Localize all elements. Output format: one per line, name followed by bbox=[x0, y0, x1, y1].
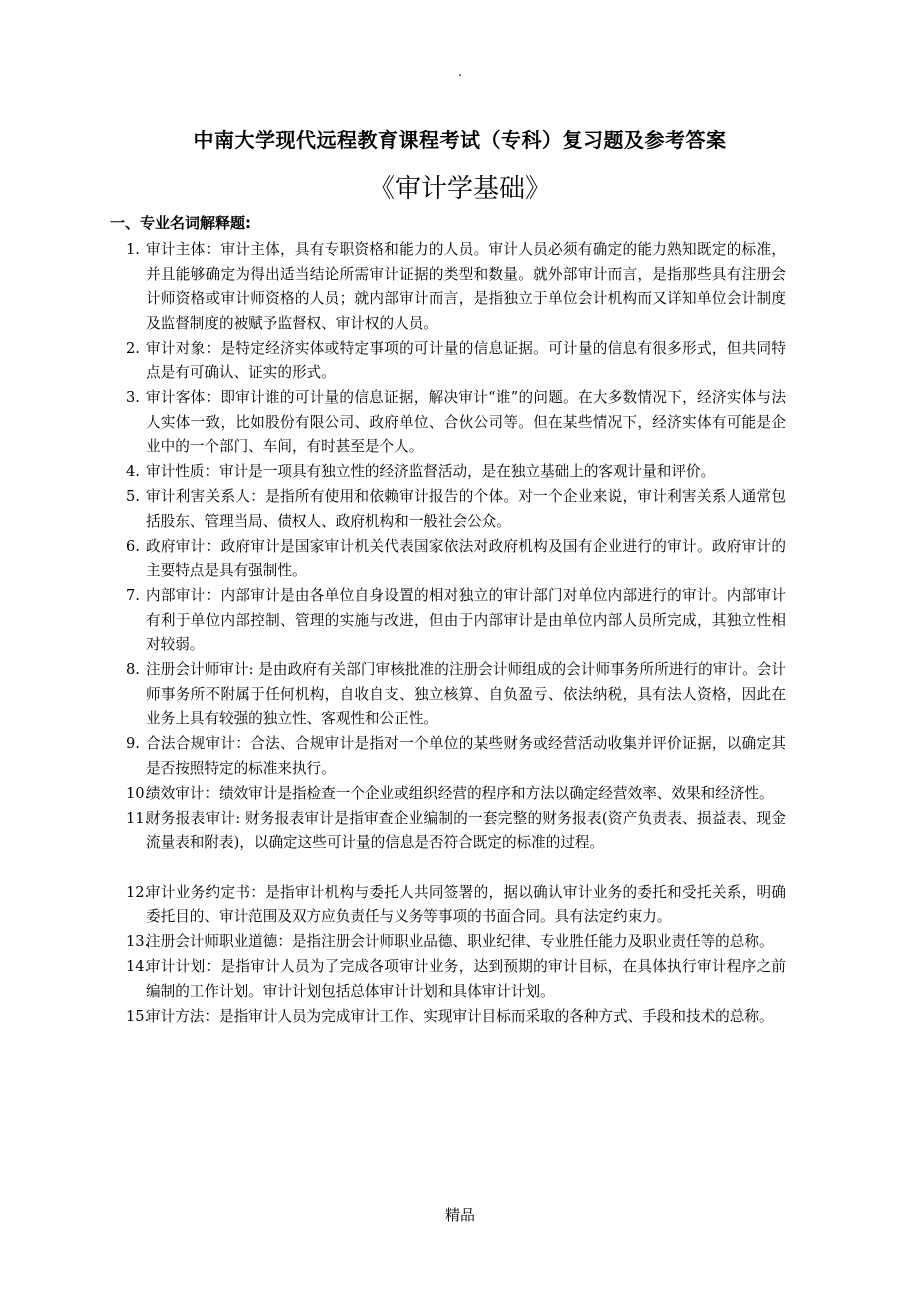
term-item bbox=[126, 460, 786, 485]
term-number: 4. bbox=[126, 463, 140, 480]
term-item bbox=[126, 807, 786, 856]
term-number: 11. bbox=[126, 809, 150, 827]
term-item bbox=[126, 955, 786, 1004]
term-text: 财务报表审计: 财务报表审计是指审查企业编制的一套完整的财务报表(资产负责表、损益表、现金流量表和附表)，以确定这些可计量的信息是否符合既定的标准的过程。 bbox=[146, 809, 786, 851]
term-item bbox=[126, 535, 786, 584]
term-number: 10. bbox=[126, 784, 150, 802]
term-number: 12. bbox=[126, 883, 150, 901]
term-item bbox=[126, 584, 786, 658]
course-exam-heading: 中南大学现代远程教育课程考试（专科）复习题及参考答案 bbox=[193, 128, 727, 152]
term-item bbox=[126, 658, 786, 732]
term-item bbox=[126, 930, 786, 955]
term-item bbox=[126, 1005, 786, 1030]
term-item bbox=[126, 782, 786, 807]
term-number: 7. bbox=[126, 587, 140, 604]
term-item bbox=[126, 881, 786, 930]
term-text: 审计性质：审计是一项具有独立性的经济监督活动，是在独立基础上的客观计量和评价。 bbox=[146, 463, 716, 480]
term-item bbox=[126, 485, 786, 534]
term-text: 审计业务约定书：是指审计机构与委托人共同签署的，据以确认审计业务的委托和受托关系，明确委托目的、审计范围及双方应负责任与义务等事项的书面合同。具有法定约束力。 bbox=[146, 883, 786, 925]
term-text: 审计客体：即审计谁的可计量的信息证据，解决审计“谁”的问题。在大多数情况下，经济实体与法人实体一致，比如股份有限公司、政府单位、合伙公司等。但在某些情况下，经济实体有可能是企业中的一个部门、车间，有时甚至是个人。 bbox=[146, 389, 786, 455]
section-heading-terms: 一、专业名词解释题: bbox=[110, 214, 251, 232]
term-number: 9. bbox=[126, 735, 140, 752]
term-text: 审计对象：是特定经济实体或特定事项的可计量的信息证据。可计量的信息有很多形式，但共同特点是有可确认、证实的形式。 bbox=[146, 339, 786, 381]
term-number: 6. bbox=[126, 537, 140, 555]
page-footer-label: 精品 bbox=[444, 1206, 475, 1224]
term-text: 内部审计：内部审计是由各单位自身设置的相对独立的审计部门对单位内部进行的审计。内部审计有利于单位内部控制、管理的实施与改进，但由于内部审计是由单位内部人员所完成，其独立性相对较弱。 bbox=[146, 587, 786, 653]
term-item bbox=[126, 386, 786, 460]
term-number: 2. bbox=[126, 339, 140, 357]
term-text: 审计方法：是指审计人员为完成审计工作、实现审计目标而采取的各种方式、手段和技术的总称。 bbox=[146, 1007, 774, 1025]
term-text: 审计计划：是指审计人员为了完成各项审计业务，达到预期的审计目标，在具体执行审计程序之前编制的工作计划。审计计划包括总体审计计划和具体审计计划。 bbox=[146, 958, 786, 1000]
term-item bbox=[126, 732, 786, 781]
term-number: 1. bbox=[126, 241, 140, 258]
term-number: 13. bbox=[126, 933, 150, 950]
term-text: 审计利害关系人：是指所有使用和依赖审计报告的个体。对一个企业来说，审计利害关系人通常包括股东、管理当局、债权人、政府机构和一般社会公众。 bbox=[146, 488, 786, 530]
term-text: 注册会计师职业道德：是指注册会计师职业品德、职业纪律、专业胜任能力及职业责任等的总称。 bbox=[146, 933, 774, 950]
term-item bbox=[126, 238, 786, 336]
term-item bbox=[126, 337, 786, 386]
term-number: 5. bbox=[126, 488, 140, 505]
term-number: 3. bbox=[126, 389, 140, 406]
term-text: 政府审计：政府审计是国家审计机关代表国家依法对政府机构及国有企业进行的审计。政府审计的主要特点是具有强制性。 bbox=[146, 537, 786, 579]
term-definition-list bbox=[126, 238, 786, 1030]
document-title: 《审计学基础》 bbox=[368, 174, 551, 204]
term-text: 绩效审计：绩效审计是指检查一个企业或组织经营的程序和方法以确定经营效率、效果和经济性。 bbox=[146, 784, 774, 802]
term-text: 审计主体：审计主体，具有专职资格和能力的人员。审计人员必须有确定的能力熟知既定的标准，并且能够确定为得出适当结论所需审计证据的类型和数量。就外部审计而言，是指那些具有注册会计师资格或审计师资格的人员；就内部审计而言，是指独立于单位会计机构而又详知单位会计制度及监督制度的被赋予监督权、审计权的人员。 bbox=[146, 241, 786, 332]
term-number: 8. bbox=[126, 661, 140, 678]
term-text: 注册会计师审计: 是由政府有关部门审核批准的注册会计师组成的会计师事务所所进行的审计。会计师事务所不附属于任何机构，自收自支、独立核算、自负盈亏、依法纳税，具有法人资格，因此在业务上具有较强的独立性、客观性和公正性。 bbox=[146, 661, 786, 727]
term-number: 14. bbox=[126, 958, 150, 975]
term-number: 15. bbox=[126, 1007, 150, 1025]
term-text: 合法合规审计：合法、合规审计是指对一个单位的某些财务或经营活动收集并评价证据，以确定其是否按照特定的标准来执行。 bbox=[146, 735, 786, 777]
page-top-mark: . bbox=[457, 65, 463, 80]
